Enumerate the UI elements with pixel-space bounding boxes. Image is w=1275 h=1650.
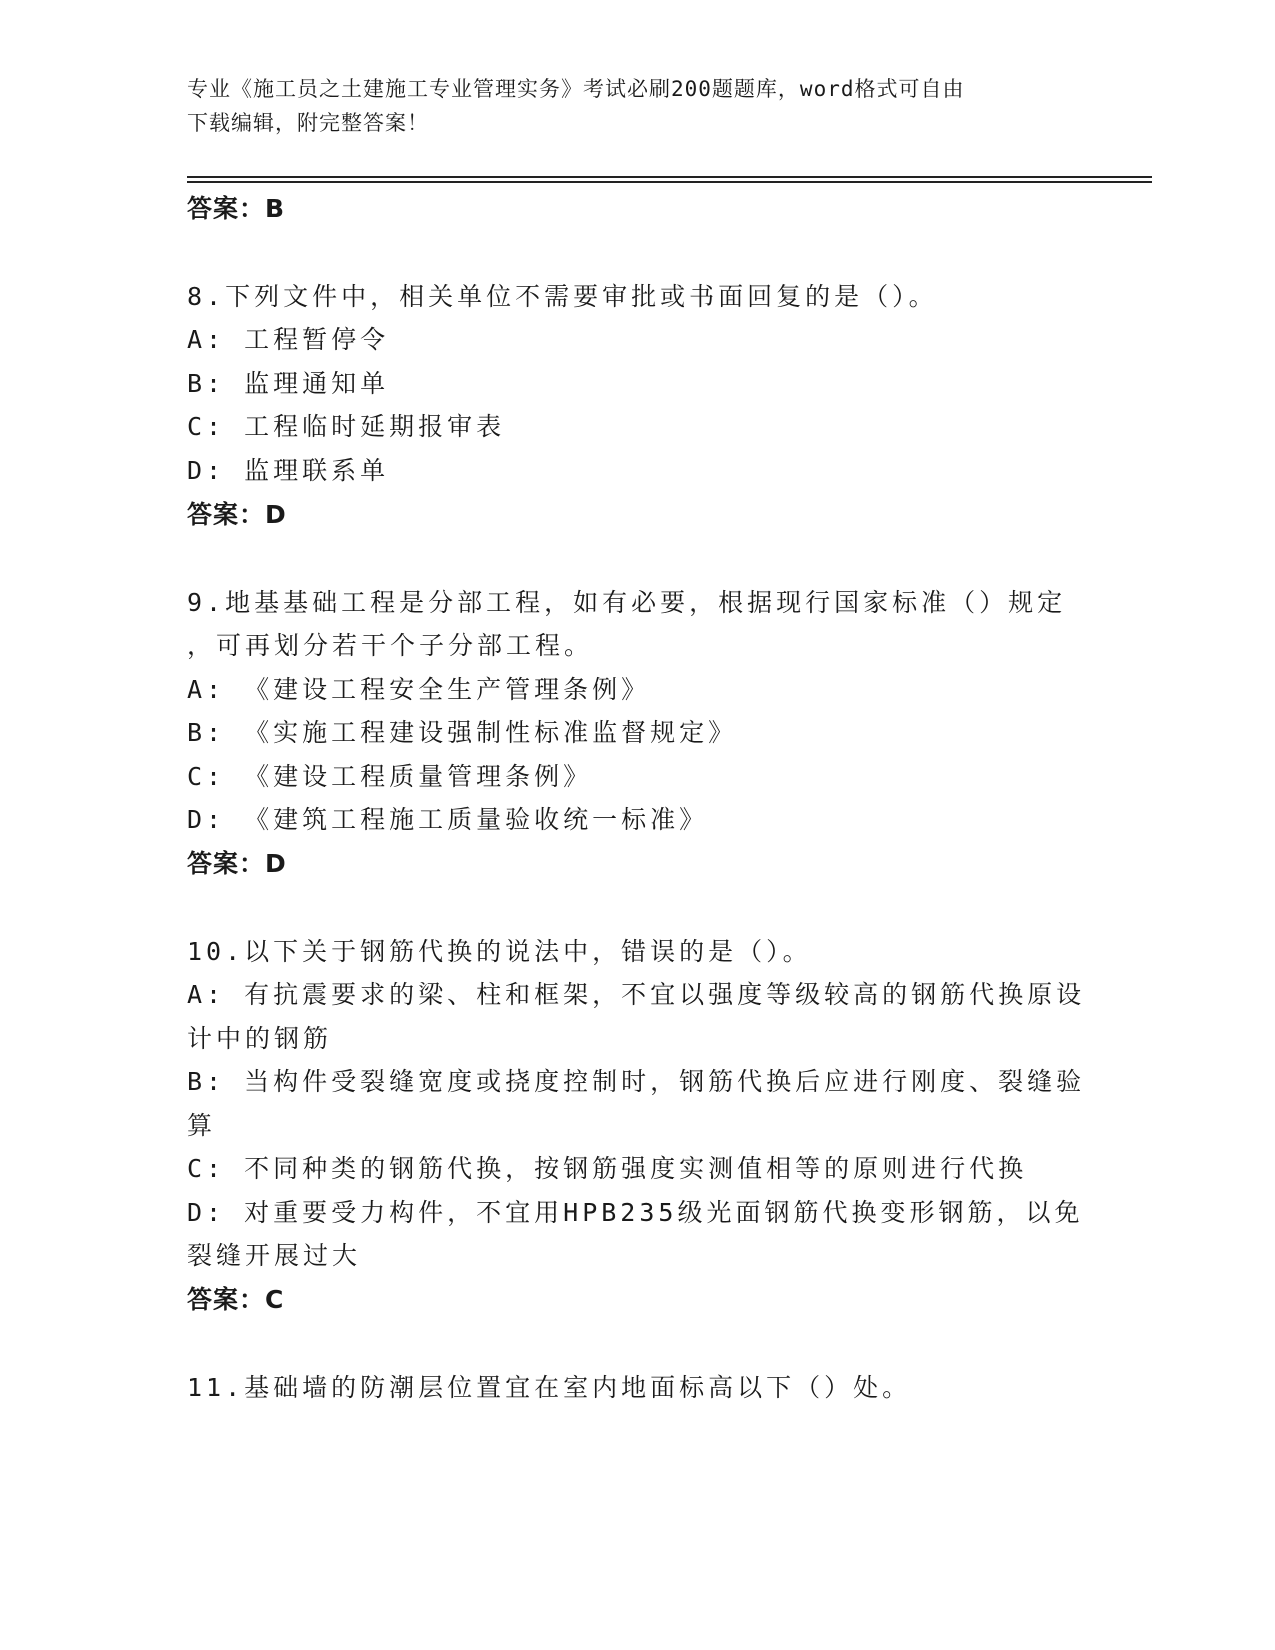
header-divider-bottom — [187, 181, 1152, 183]
q9-answer: 答案：D — [187, 849, 287, 878]
q9-stem-line-2: ，可再划分若干个子分部工程。 — [187, 631, 594, 660]
q10-option-d-line-2: 裂缝开展过大 — [187, 1241, 362, 1270]
q9-option-a: A: 《建设工程安全生产管理条例》 — [187, 675, 651, 704]
q9-option-d: D: 《建筑工程施工质量验收统一标准》 — [187, 805, 709, 834]
document-header — [187, 72, 1067, 140]
q9-option-c: C: 《建设工程质量管理条例》 — [187, 762, 593, 791]
q10-option-b-line-1: B: 当构件受裂缝宽度或挠度控制时，钢筋代换后应进行刚度、裂缝验 — [187, 1067, 1086, 1096]
q10-option-a-line-2: 计中的钢筋 — [187, 1024, 333, 1053]
q11-stem: 11.基础墙的防潮层位置宜在室内地面标高以下（）处。 — [187, 1373, 912, 1402]
q10-option-b-line-2: 算 — [187, 1111, 217, 1140]
q8-option-d: D: 监理联系单 — [187, 456, 390, 485]
q10-stem: 10.以下关于钢筋代换的说法中，错误的是（）。 — [187, 937, 812, 966]
header-line-1: 专业《施工员之土建施工专业管理实务》考试必刷200题题库，word格式可自由 — [187, 77, 965, 101]
q9-option-b: B: 《实施工程建设强制性标准监督规定》 — [187, 718, 738, 747]
q8-stem: 8.下列文件中，相关单位不需要审批或书面回复的是（）。 — [187, 282, 938, 311]
q8-option-a: A: 工程暂停令 — [187, 325, 390, 354]
q8-option-c: C: 工程临时延期报审表 — [187, 412, 506, 441]
q8-answer: 答案：D — [187, 500, 287, 529]
q10-option-d-line-1: D: 对重要受力构件，不宜用HPB235级光面钢筋代换变形钢筋，以免 — [187, 1198, 1084, 1227]
answer-previous: 答案：B — [187, 194, 286, 223]
q10-option-c: C: 不同种类的钢筋代换，按钢筋强度实测值相等的原则进行代换 — [187, 1154, 1028, 1183]
q8-option-b: B: 监理通知单 — [187, 369, 390, 398]
q10-answer: 答案：C — [187, 1285, 285, 1314]
q10-option-a-line-1: A: 有抗震要求的梁、柱和框架，不宜以强度等级较高的钢筋代换原设 — [187, 980, 1086, 1009]
q9-stem-line-1: 9.地基基础工程是分部工程，如有必要，根据现行国家标准（）规定 — [187, 588, 1067, 617]
header-divider-top — [187, 176, 1152, 178]
header-line-2: 下载编辑，附完整答案！ — [187, 111, 429, 135]
